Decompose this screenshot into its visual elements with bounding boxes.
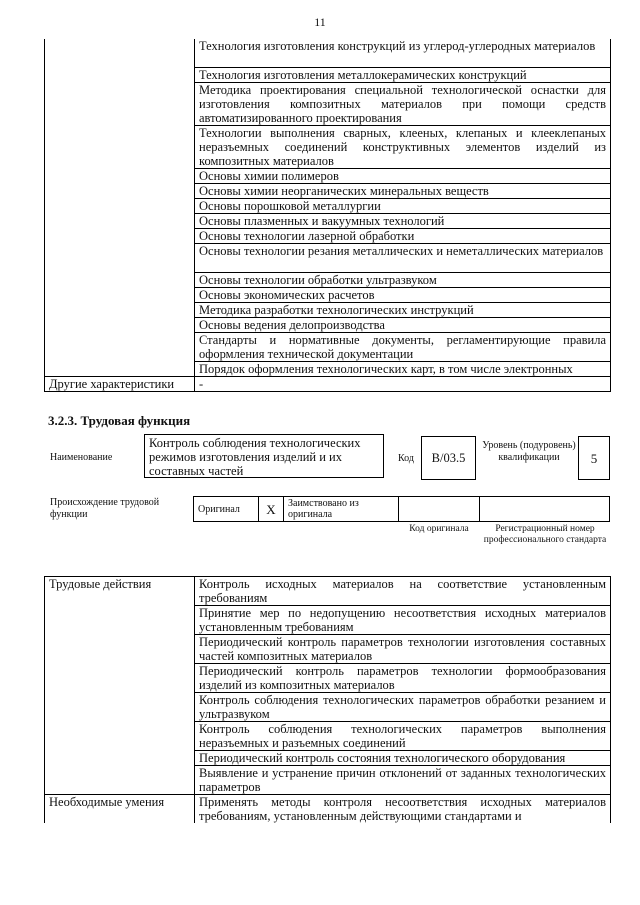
knowledge-row: Основы плазменных и вакуумных технологий bbox=[195, 214, 611, 229]
origin-original: Оригинал bbox=[198, 504, 240, 515]
knowledge-row: Стандарты и нормативные документы, регламентирующие правила оформления технической документации bbox=[195, 333, 611, 362]
origin-mark-cell bbox=[258, 496, 284, 522]
knowledge-row: Основы технологии резания металлических и неметаллических материалов bbox=[195, 244, 611, 273]
level-value-box bbox=[578, 436, 610, 480]
knowledge-table bbox=[44, 39, 611, 392]
functions-table bbox=[44, 576, 611, 823]
knowledge-row: Технология изготовления конструкций из углерод-углеродных материалов bbox=[195, 39, 611, 68]
action-row: Выявление и устранение причин отклонений от заданных технологических параметров bbox=[195, 766, 611, 795]
actions-label: Трудовые действия bbox=[45, 577, 195, 795]
origin-reg-caption: Регистрационный номер профессионального стандарта bbox=[483, 524, 607, 545]
other-characteristics-value: - bbox=[195, 377, 611, 392]
action-row: Принятие мер по недопущению несоответствия исходных материалов установленным требованиям bbox=[195, 606, 611, 635]
action-row: Контроль соблюдения технологических параметров выполнения неразъемных и разъемных соединений bbox=[195, 722, 611, 751]
knowledge-row: Технология изготовления металлокерамических конструкций bbox=[195, 68, 611, 83]
knowledge-row: Основы ведения делопроизводства bbox=[195, 318, 611, 333]
knowledge-row: Основы химии полимеров bbox=[195, 169, 611, 184]
code-value-box bbox=[421, 436, 476, 480]
section-title: 3.2.3. Трудовая функция bbox=[48, 413, 191, 428]
origin-original-cell bbox=[193, 496, 259, 522]
code-value: В/03.5 bbox=[431, 451, 466, 465]
knowledge-row: Порядок оформления технологических карт, в том числе электронных bbox=[195, 362, 611, 377]
knowledge-row: Основы технологии лазерной обработки bbox=[195, 229, 611, 244]
knowledge-row: Основы экономических расчетов bbox=[195, 288, 611, 303]
level-label: Уровень (подуровень) квалификации bbox=[482, 440, 576, 463]
name-value: Контроль соблюдения технологических режимов изготовления изделий и их составных частей bbox=[149, 436, 361, 478]
origin-code-cell bbox=[398, 496, 480, 522]
knowledge-row: Методика разработки технологических инструкций bbox=[195, 303, 611, 318]
action-row: Периодический контроль параметров технологии формообразования изделий из композитных материалов bbox=[195, 664, 611, 693]
origin-code-caption: Код оригинала bbox=[409, 524, 469, 534]
knowledge-label-cell bbox=[45, 39, 195, 377]
skills-label: Необходимые умения bbox=[45, 795, 195, 824]
origin-borrowed: Заимствовано из оригинала bbox=[288, 498, 359, 520]
origin-borrowed-cell bbox=[283, 496, 399, 522]
knowledge-row: Основы порошковой металлургии bbox=[195, 199, 611, 214]
origin-label: Происхождение трудовой функции bbox=[50, 497, 160, 520]
action-row: Периодический контроль состояния технологического оборудования bbox=[195, 751, 611, 766]
knowledge-row: Методика проектирования специальной технологической оснастки для изготовления композитных материалов при помощи средств автоматизированного проектирования bbox=[195, 83, 611, 126]
code-label: Код bbox=[398, 453, 414, 464]
knowledge-row: Основы технологии обработки ультразвуком bbox=[195, 273, 611, 288]
origin-mark: X bbox=[266, 502, 276, 517]
knowledge-row: Основы химии неорганических минеральных веществ bbox=[195, 184, 611, 199]
page-number: 11 bbox=[314, 15, 326, 29]
level-value: 5 bbox=[590, 451, 598, 466]
other-characteristics-label: Другие характеристики bbox=[45, 377, 195, 392]
origin-reg-cell bbox=[479, 496, 610, 522]
action-row: Контроль исходных материалов на соответствие установленным требованиям bbox=[195, 577, 611, 606]
skills-row: Применять методы контроля несоответствия исходных материалов требованиям, установленным действующими стандартами и bbox=[195, 795, 611, 824]
action-row: Контроль соблюдения технологических параметров обработки резанием и ультразвуком bbox=[195, 693, 611, 722]
action-row: Периодический контроль параметров технологии изготовления составных частей композитных материалов bbox=[195, 635, 611, 664]
knowledge-row: Технологии выполнения сварных, клееных, клепаных и клееклепаных неразъемных соединений конструктивных элементов изделий из композитных материалов bbox=[195, 126, 611, 169]
name-label: Наименование bbox=[50, 452, 113, 463]
name-value-box bbox=[144, 434, 384, 478]
